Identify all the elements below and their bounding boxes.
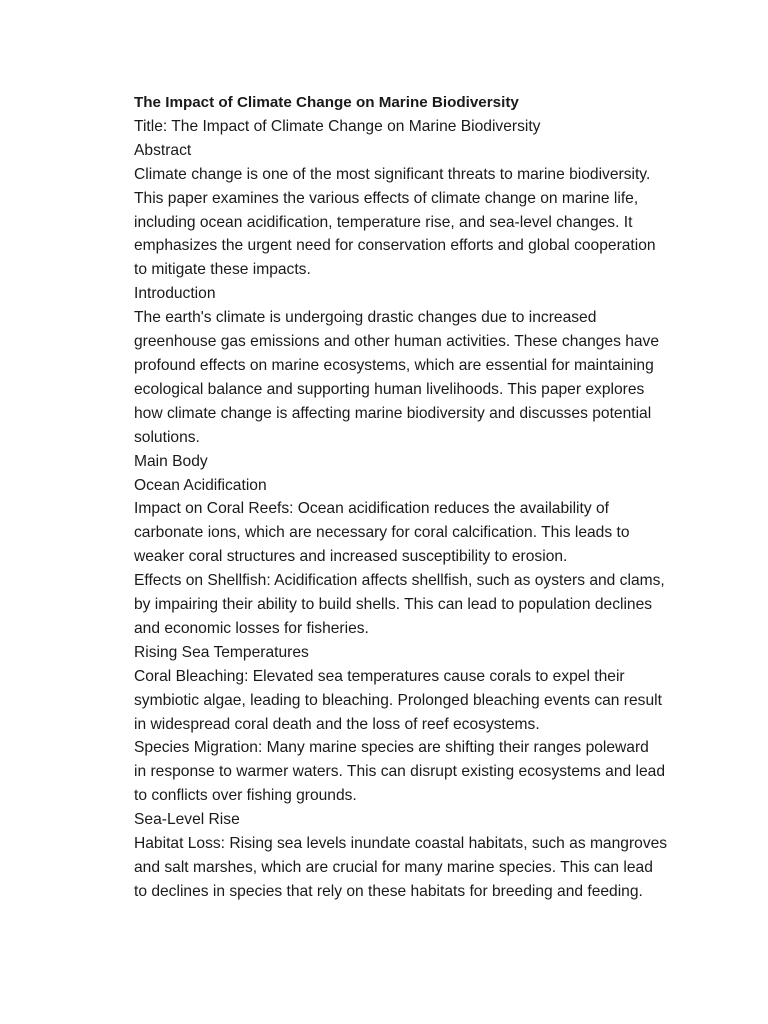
title-line: Title: The Impact of Climate Change on Marine Biodiversity xyxy=(134,117,541,135)
species-migration-line: Species Migration: Many marine species are shifting their ranges poleward xyxy=(134,739,649,757)
document-heading: The Impact of Climate Change on Marine Biodiversity xyxy=(134,94,519,111)
coral-reefs-line: Impact on Coral Reefs: Ocean acidification reduces the availability of xyxy=(134,500,609,518)
shellfish-line: by impairing their ability to build shells. This can lead to population declines xyxy=(134,596,653,614)
habitat-loss-line: and salt marshes, which are crucial for many marine species. This can lead xyxy=(134,859,653,876)
abstract-line: This paper examines the various effects of climate change on marine life, xyxy=(134,189,639,207)
introduction-line: solutions. xyxy=(134,428,200,446)
document-page xyxy=(134,91,694,904)
coral-bleaching-line: Coral Bleaching: Elevated sea temperatures cause corals to expel their xyxy=(134,667,625,685)
introduction-line: ecological balance and supporting human livelihoods. This paper explores xyxy=(134,380,645,398)
introduction-line: The earth's climate is undergoing drastic changes due to increased xyxy=(134,309,597,327)
coral-bleaching-line: in widespread coral death and the loss of reef ecosystems. xyxy=(134,715,540,733)
introduction-line: how climate change is affecting marine biodiversity and discusses potential xyxy=(134,404,652,422)
subheading-ocean-acidification: Ocean Acidification xyxy=(134,476,267,494)
shellfish-line: Effects on Shellfish: Acidification affects shellfish, such as oysters and clams, xyxy=(134,572,665,590)
abstract-line: including ocean acidification, temperature rise, and sea-level changes. It xyxy=(134,213,633,231)
section-heading-main-body: Main Body xyxy=(134,452,208,470)
introduction-line: profound effects on marine ecosystems, which are essential for maintaining xyxy=(134,356,654,374)
habitat-loss-line: Habitat Loss: Rising sea levels inundate coastal habitats, such as mangroves xyxy=(134,835,668,853)
subheading-sea-level-rise: Sea-Level Rise xyxy=(134,811,240,829)
subheading-rising-sea-temperatures: Rising Sea Temperatures xyxy=(134,643,309,661)
section-heading-introduction: Introduction xyxy=(134,285,216,303)
coral-reefs-line: carbonate ions, which are necessary for coral calcification. This leads to xyxy=(134,524,630,542)
coral-bleaching-line: symbiotic algae, leading to bleaching. Prolonged bleaching events can result xyxy=(134,691,662,709)
species-migration-line: to conflicts over fishing grounds. xyxy=(134,787,357,805)
abstract-line: Climate change is one of the most significant threats to marine biodiversity. xyxy=(134,165,651,183)
shellfish-line: and economic losses for fisheries. xyxy=(134,619,369,637)
coral-reefs-line: weaker coral structures and increased susceptibility to erosion. xyxy=(134,548,568,566)
habitat-loss-line: to declines in species that rely on these habitats for breeding and feeding. xyxy=(134,882,643,900)
section-heading-abstract: Abstract xyxy=(134,141,192,159)
abstract-line: to mitigate these impacts. xyxy=(134,261,311,279)
species-migration-line: in response to warmer waters. This can disrupt existing ecosystems and lead xyxy=(134,763,666,781)
introduction-line: greenhouse gas emissions and other human activities. These changes have xyxy=(134,333,660,351)
abstract-line: emphasizes the urgent need for conservation efforts and global cooperation xyxy=(134,237,656,255)
